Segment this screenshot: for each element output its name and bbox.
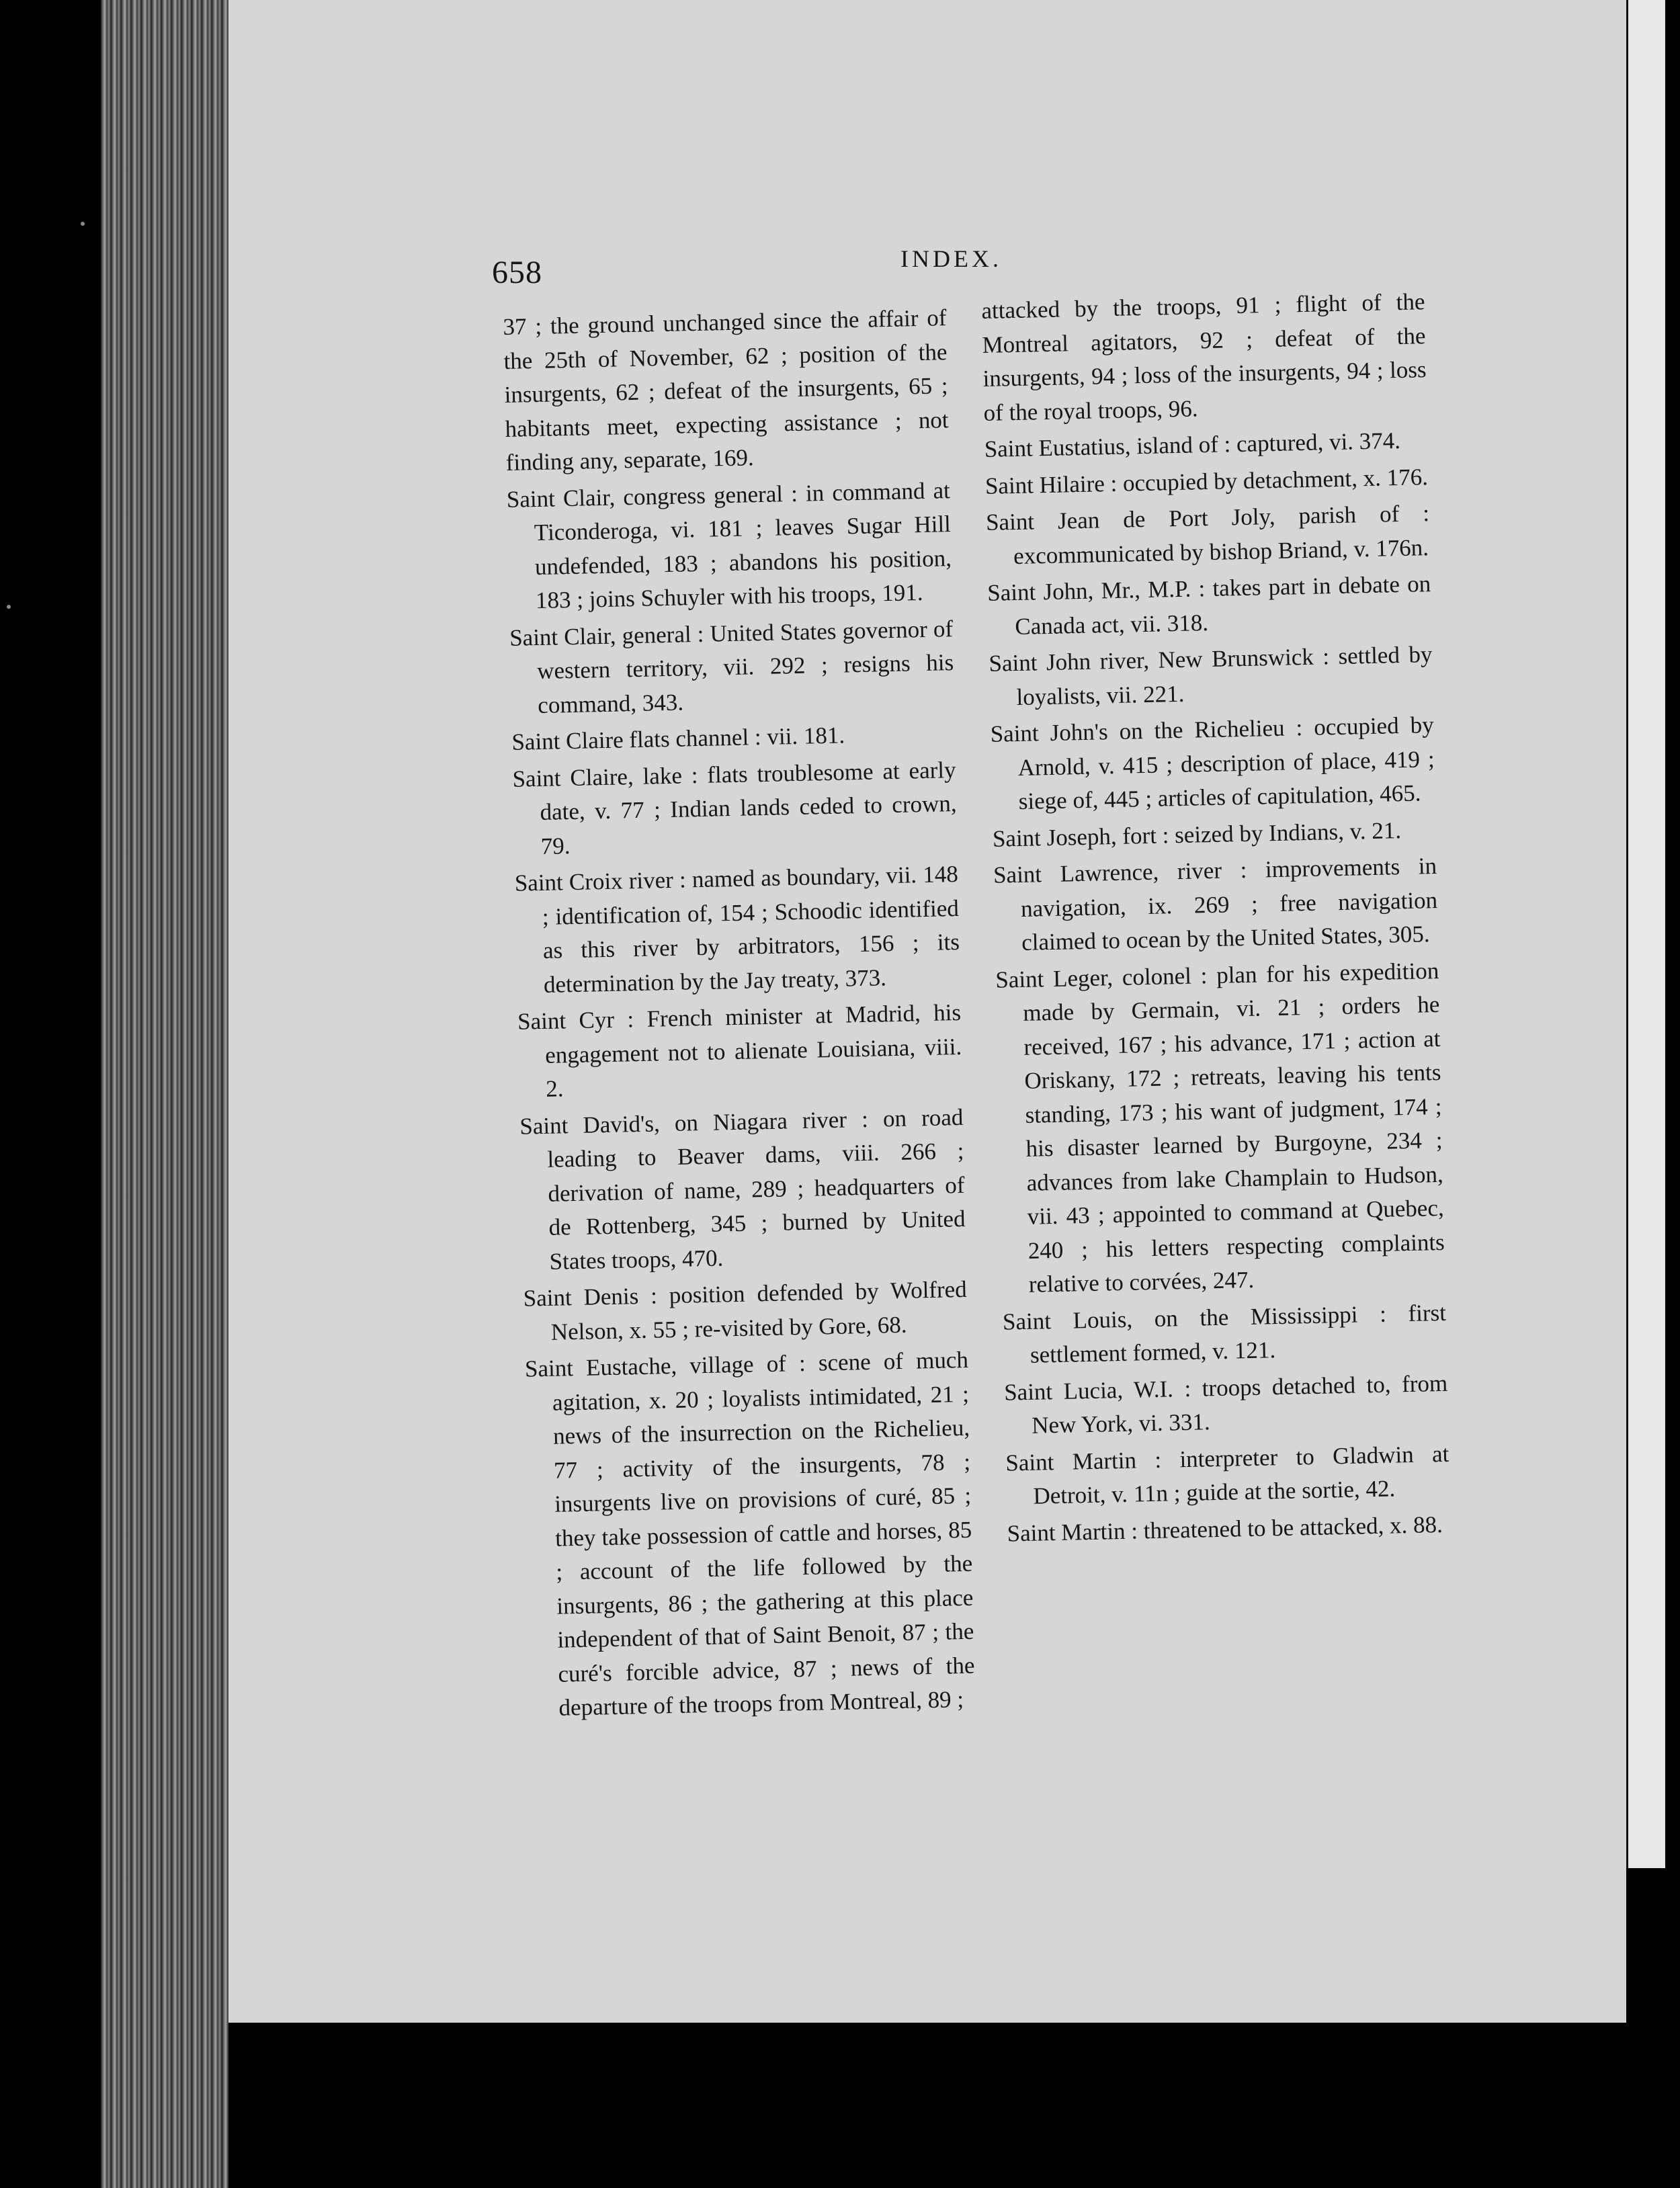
index-entry-text: attacked by the troops, 91 ; flight of the Montreal agitators, 92 ; defeat of the insurgents, 94 ; loss of the insurgents, 94 ; loss of the royal troops, 96. (981, 288, 1427, 426)
index-entry-heading: Saint John's on the Richelieu : (990, 714, 1303, 747)
index-entry (1004, 1366, 1449, 1443)
index-entry-text: United States governor of western territory, vii. 292 ; resigns his command, 343. (536, 615, 954, 718)
index-entry-heading: Saint Leger, colonel : (995, 962, 1208, 993)
index-entry (1003, 1296, 1447, 1373)
index-entry-text: French minister at Madrid, his engagement not to alienate Louisiana, viii. 2. (544, 999, 962, 1102)
index-entry (989, 638, 1433, 715)
running-head: INDEX. (900, 245, 1002, 272)
index-entry-text: seized by Indians, v. 21. (1174, 816, 1402, 848)
index-entry-heading: Saint Eustache, village of : (524, 1349, 806, 1382)
index-entry-text: improvements in navigation, ix. 269 ; free navigation claimed to ocean by the United States, 305. (1020, 852, 1438, 956)
index-entry-heading: Saint Claire flats channel : (511, 724, 762, 755)
index-entry-heading: Saint Lucia, W.I. : (1003, 1375, 1191, 1406)
index-entry-heading: Saint Martin : (1005, 1446, 1162, 1476)
index-entry (992, 813, 1436, 856)
index-entry (511, 716, 956, 759)
index-entry (990, 708, 1435, 819)
scan-speck (7, 605, 11, 609)
index-entry-text: in command at Ticonderoga, vi. 181 ; leaves Sugar Hill undefended, 183 ; abandons his position, 183 ; joins Schuyler with his troops, 191. (534, 476, 952, 614)
index-entry-text: threatened to be attacked, x. 88. (1143, 1511, 1443, 1544)
index-entry-text: occupied by detachment, x. 176. (1122, 463, 1429, 497)
index-entry-heading: Saint Clair, congress general : (506, 480, 798, 513)
index-entry-text: occupied by Arnold, v. 415 ; description of place, 419 ; siege of, 445 ; articles of capitulation, 465. (1017, 712, 1435, 814)
index-entry-heading: Saint Hilaire : (984, 470, 1118, 499)
index-entry-text: flats troublesome at early date, v. 77 ; Indian lands ceded to crown, 79. (540, 756, 957, 859)
index-entry-text: troops detached to, from New York, vi. 331. (1031, 1370, 1448, 1439)
index-entry (984, 460, 1429, 503)
page-bottom-shadow (228, 2023, 1626, 2188)
index-entry (1005, 1437, 1450, 1514)
index-entry-text: vii. 181. (766, 722, 845, 750)
index-entry (1007, 1507, 1451, 1550)
index-entry-heading: Saint Joseph, fort : (992, 821, 1169, 852)
index-entry (987, 567, 1432, 644)
index-entry (509, 612, 955, 723)
index-entry-text: interpreter to Gladwin at Detroit, v. 11n ; guide at the sortie, 42. (1033, 1440, 1450, 1509)
index-entry (503, 301, 950, 480)
index-entry-heading: Saint Claire, lake : (512, 761, 698, 792)
index-entry-heading: Saint Denis : (523, 1282, 658, 1312)
index-entry-heading: Saint Jean de Port Joly, parish of : (985, 500, 1430, 536)
index-entry (519, 1100, 966, 1279)
index-entry-text: excommunicated by bishop Briand, v. 176n. (1013, 534, 1429, 569)
index-entry (517, 996, 963, 1107)
index-entry-text: position defended by Wolfred Nelson, x. 55 ; re-visited by Gore, 68. (550, 1275, 968, 1345)
index-entry-heading: Saint Lawrence, river : (993, 856, 1247, 888)
index-entry-heading: Saint Eustatius, island of : (984, 431, 1231, 462)
page-number: 658 (492, 255, 542, 290)
adjacent-page-shadow (1626, 1868, 1663, 2188)
index-entry (981, 285, 1427, 430)
index-entry-text: captured, vi. 374. (1236, 427, 1401, 458)
index-entry (506, 474, 952, 619)
index-entry (984, 423, 1428, 466)
index-entry-text: 37 ; the ground unchanged since the affair of the 25th of November, 62 ; position of the insurgents, 62 ; defeat of the insurgents, 65 ; habitants meet, expecting assistance ; not finding any, separate, 169. (503, 304, 949, 476)
index-entry (995, 954, 1445, 1302)
index-entry-heading: Saint Clair, general : (509, 620, 704, 651)
index-entry-text: named as boundary, vii. 148 ; identification of, 154 ; Schoodic identified as this river by arbitrators, 156 ; its determination by the Jay treaty, 373. (542, 860, 960, 998)
index-entry (512, 753, 958, 864)
index-entry-heading: Saint Croix river : (514, 866, 687, 896)
index-entry-text: on road leading to Beaver dams, viii. 266 ; derivation of name, 289 ; headquarters of de Rottenberg, 345 ; burned by United States troops, 470. (547, 1103, 966, 1275)
index-entry-heading: Saint Martin : (1007, 1517, 1138, 1547)
index-entry (523, 1273, 968, 1350)
index-column-right (981, 285, 1451, 1553)
index-entry (514, 857, 960, 1003)
index-entry-heading: Saint Louis, on the Mississippi : (1002, 1300, 1387, 1335)
index-entry (993, 849, 1439, 960)
index-entry-text: settled by loyalists, vii. 221. (1016, 641, 1433, 710)
index-entry (524, 1343, 975, 1726)
index-entry-text: takes part in debate on Canada act, vii. 318. (1014, 571, 1431, 640)
index-entry-text: plan for his expedition made by Germain, vi. 21 ; orders he received, 167 ; his advance, 171 ; action at Oriskany, 172 ; retreats, leaving his tents standing, 173 ; his want of judgment, 174 ; his disaster learned by Burgoyne, 234 ; advances from lake Champlain to Hudson, vii. 43 ; appointed to command at Quebec, 240 ; his letters respecting complaints relative to corvées, 247. (1023, 957, 1445, 1298)
index-entry-heading: Saint David's, on Niagara river : (519, 1105, 869, 1140)
index-entry-text: scene of much agitation, x. 20 ; loyalists intimidated, 21 ; news of the insurrection on the Richelieu, 77 ; activity of the insurgents, 78 ; insurgents live on provisions of curé, 85 ; they take possession of cattle and horses, 85 ; account of the life followed by the insurgents, 86 ; the gathering at this place independent of that of Saint Benoit, 87 ; the curé's forcible advice, 87 ; news of the departure of the troops from Montreal, 89 ; (552, 1346, 975, 1721)
index-entry-heading: Saint John river, New Brunswick : (989, 643, 1330, 677)
index-entry-text: first settlement formed, v. 121. (1030, 1299, 1447, 1368)
index-entry-heading: Saint John, Mr., M.P. : (986, 575, 1206, 606)
index-column-left (503, 301, 976, 1728)
index-entry-heading: Saint Cyr : (517, 1006, 634, 1035)
index-entry (986, 497, 1431, 574)
adjacent-page-edge (1626, 0, 1665, 1868)
scan-speck (81, 222, 85, 226)
